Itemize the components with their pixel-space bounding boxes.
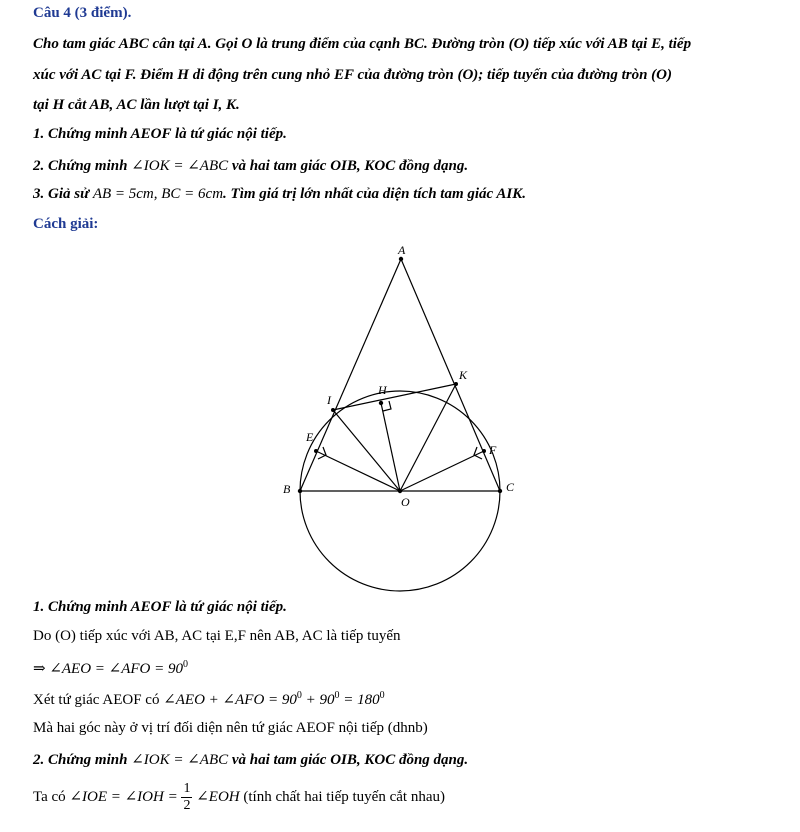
problem-part-3 — [33, 186, 526, 203]
label-b: B — [283, 482, 291, 496]
part2-math: ∠IOK = ∠ABC — [131, 158, 229, 174]
label-a: A — [398, 243, 406, 257]
point-k — [454, 382, 458, 386]
statement-line-1: Cho tam giác ABC cân tại A. Gọi O là trung điểm của cạnh BC. Đường tròn (O) tiếp xúc với AB tại E, tiếp — [33, 36, 692, 52]
fraction-one-half — [181, 781, 192, 814]
tangent-ik — [333, 384, 456, 410]
line2-degree: 0 — [183, 659, 189, 670]
point-e — [314, 449, 318, 453]
segment-oh — [381, 403, 400, 491]
line3-degree-2: 0 — [334, 690, 340, 701]
solution-line-3 — [33, 690, 385, 709]
side-ac — [401, 259, 500, 491]
line5-math: ∠IOE = ∠IOH = — [69, 788, 178, 805]
point-i — [331, 408, 335, 412]
solution-line-4: Mà hai góc này ở vị trí đối diện nên tứ giác AEOF nội tiếp (dhnb) — [33, 720, 428, 736]
line5-prefix: Ta có — [33, 788, 66, 805]
segment-oi — [333, 410, 400, 491]
part2-prefix: 2. Chứng minh — [33, 158, 128, 174]
point-h — [379, 401, 383, 405]
solution-part2-suffix: và hai tam giác OIB, KOC đồng dạng. — [231, 752, 469, 768]
solution-line-1: Do (O) tiếp xúc với AB, AC tại E,F nên AB, AC là tiếp tuyến — [33, 628, 401, 644]
solution-heading: Cách giải: — [33, 216, 99, 232]
part3-prefix: 3. Giả sử — [33, 186, 90, 202]
statement-line-3: tại H cắt AB, AC lần lượt tại I, K. — [33, 97, 240, 113]
line5-suffix: (tính chất hai tiếp tuyến cắt nhau) — [243, 788, 445, 805]
segment-oe — [316, 451, 400, 491]
problem-part-1: 1. Chứng minh AEOF là tứ giác nội tiếp. — [33, 126, 287, 142]
solution-part2-math: ∠IOK = ∠ABC — [131, 752, 229, 768]
solution-line-5 — [33, 781, 445, 814]
line2-math: ⇒ ∠AEO = ∠AFO = 90 — [33, 661, 184, 677]
problem-title: Câu 4 (3 điểm). — [33, 5, 132, 21]
segment-of — [400, 451, 484, 491]
label-k: K — [459, 368, 468, 382]
label-c: C — [506, 480, 515, 494]
statement-line-2: xúc với AC tại F. Điểm H di động trên cung nhỏ EF của đường tròn (O); tiếp tuyến của đường tròn (O) — [33, 67, 673, 83]
line3-prefix: Xét tứ giác AEOF có — [33, 692, 160, 708]
fraction-denominator: 2 — [183, 798, 191, 813]
solution-part-2-heading — [33, 750, 468, 769]
label-h: H — [378, 383, 387, 397]
part2-suffix: và hai tam giác OIB, KOC đồng dạng. — [231, 158, 469, 174]
fraction-numerator: 1 — [183, 781, 191, 796]
point-f — [482, 449, 486, 453]
solution-part2-prefix: 2. Chứng minh — [33, 752, 128, 768]
geometry-figure — [270, 238, 540, 598]
label-e: E — [306, 430, 314, 444]
part3-math: AB = 5cm, BC = 6cm — [92, 186, 224, 202]
side-ab — [300, 259, 401, 491]
line3-end: = 180 — [343, 692, 380, 708]
point-a — [399, 257, 403, 261]
part3-suffix: . Tìm giá trị lớn nhất của diện tích tam giác AIK. — [223, 186, 526, 202]
label-o: O — [401, 495, 410, 509]
line3-math-a: ∠AEO + ∠AFO = 90 — [163, 692, 297, 708]
line3-mid: + 90 — [305, 692, 335, 708]
point-o — [398, 489, 402, 493]
line3-degree-3: 0 — [379, 690, 385, 701]
problem-part-2 — [33, 156, 468, 175]
solution-line-2 — [33, 659, 188, 678]
solution-part-1-heading: 1. Chứng minh AEOF là tứ giác nội tiếp. — [33, 599, 287, 615]
label-i: I — [327, 393, 331, 407]
line3-degree-1: 0 — [296, 690, 302, 701]
point-c — [498, 489, 502, 493]
segment-ok — [400, 384, 456, 491]
point-b — [298, 489, 302, 493]
label-f: F — [489, 443, 497, 457]
line5-angle: ∠EOH — [196, 788, 240, 805]
right-angle-h — [383, 401, 391, 411]
